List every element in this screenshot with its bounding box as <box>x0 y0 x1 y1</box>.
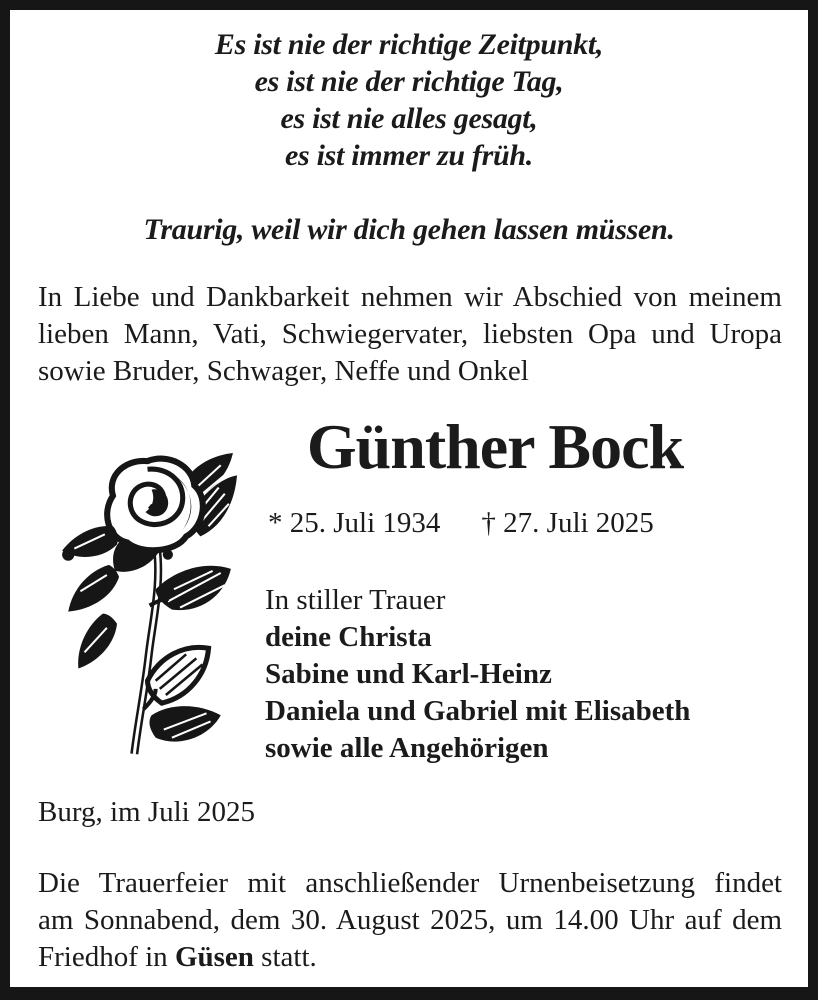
rose-illustration <box>53 453 238 758</box>
intro-line: lieben Mann, Vati, Schwiegervater, liebsten Opa und Uropa <box>38 318 782 350</box>
deceased-name: Günther Bock <box>306 411 684 482</box>
born-symbol: * <box>268 507 283 539</box>
poem-line: es ist immer zu früh. <box>285 139 533 172</box>
funeral-notice <box>38 865 782 976</box>
mourner-line: sowie alle Angehörigen <box>265 732 549 764</box>
death-date: † 27. Juli 2025 <box>481 507 654 539</box>
funeral-line: am Sonnabend, dem 30. August 2025, um 14.00 Uhr auf dem <box>38 904 782 936</box>
intro-paragraph <box>38 279 782 390</box>
funeral-place: Güsen <box>174 941 254 973</box>
intro-line: In Liebe und Dankbarkeit nehmen wir Abschied von meinem <box>38 281 782 313</box>
place-date-line: Burg, im Juli 2025 <box>38 796 255 828</box>
cross-symbol: † <box>481 507 496 539</box>
mourners-block <box>265 582 690 767</box>
mourner-line: deine Christa <box>265 621 432 653</box>
poem-line: es ist nie alles gesagt, <box>280 102 538 135</box>
poem-closing-line: Traurig, weil wir dich gehen lassen müssen. <box>143 213 675 246</box>
mourners-intro: In stiller Trauer <box>265 584 446 616</box>
funeral-line: Die Trauerfeier mit anschließender Urnenbeisetzung findet <box>38 867 782 899</box>
life-dates <box>268 505 654 542</box>
poem <box>10 26 808 174</box>
poem-line: Es ist nie der richtige Zeitpunkt, <box>214 28 604 61</box>
obituary-card <box>10 10 808 987</box>
funeral-line: Friedhof in Güsen statt. <box>38 941 317 973</box>
mourner-line: Sabine und Karl-Heinz <box>265 658 552 690</box>
birth-date: * 25. Juli 1934 <box>268 507 441 539</box>
mourner-line: Daniela und Gabriel mit Elisabeth <box>265 695 691 727</box>
intro-line: sowie Bruder, Schwager, Neffe und Onkel <box>38 355 529 387</box>
poem-line: es ist nie der richtige Tag, <box>254 65 564 98</box>
